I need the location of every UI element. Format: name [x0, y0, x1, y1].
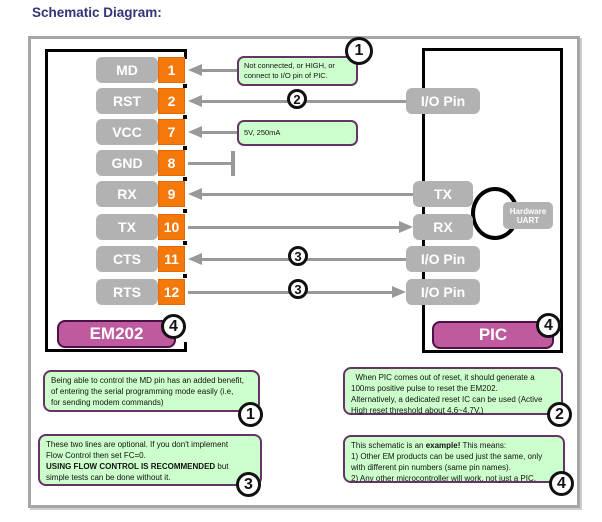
em202-pin-number: 11: [158, 246, 185, 272]
em202-border-dot: [183, 274, 187, 278]
em202-pin-name: VCC: [96, 119, 158, 145]
em202-pin-number: 7: [158, 119, 185, 145]
em202-border-dot: [183, 241, 187, 245]
em202-pin-name: RX: [96, 181, 158, 207]
hardware-uart-line2: UART: [516, 215, 540, 225]
callout-4: 4: [549, 471, 574, 496]
page-title: Schematic Diagram:: [32, 5, 162, 20]
pic-pin-label: I/O Pin: [406, 279, 480, 305]
callout-4: 4: [536, 313, 561, 338]
em202-pin-name: RST: [96, 88, 158, 114]
wire-vcc: [200, 131, 237, 134]
note-example: This schematic is an example! This means: 1) Other EM products can be used just the same, only with different pin numbers (same pin names). 2) Any other microcontroller will work, not just a PIC.: [343, 435, 565, 483]
ground-terminator-icon: [231, 151, 235, 176]
md-pin-note-line1: Not connected, or HIGH, or: [244, 61, 335, 70]
callout-3: 3: [288, 246, 308, 266]
wire-tx: [188, 226, 399, 229]
arrowhead-left-icon: [188, 188, 202, 200]
em202-pin-number: 10: [158, 214, 185, 240]
em202-chip-tag: EM202: [57, 320, 176, 348]
note-md-benefit: Being able to control the MD pin has an added benefit, of entering the serial programming mode easily (i.e, for sending modem commands): [43, 370, 260, 412]
arrowhead-right-icon: [392, 286, 406, 298]
arrowhead-left-icon: [188, 95, 202, 107]
em202-border-stub: [184, 342, 187, 352]
callout-1: 1: [238, 402, 263, 427]
em202-pin-name: RTS: [96, 279, 158, 305]
arrowhead-left-icon: [188, 64, 202, 76]
arrowhead-left-icon: [188, 126, 202, 138]
vcc-pin-note-text: 5V, 250mA: [244, 128, 281, 137]
em202-pin-number: 9: [158, 181, 185, 207]
note-flow-control: These two lines are optional. If you don't implement Flow Control then set FC=0. USING FLOW CONTROL IS RECOMMENDED but simple tests can be done without it.: [38, 434, 262, 486]
arrowhead-left-icon: [188, 253, 202, 265]
callout-1: 1: [345, 37, 373, 65]
md-pin-note: [237, 56, 358, 86]
callout-3: 3: [236, 472, 261, 497]
em202-border-dot: [183, 209, 187, 213]
hardware-uart-line1: Hardware: [509, 206, 547, 216]
em202-pin-name: GND: [96, 150, 158, 176]
em202-pin-number: 2: [158, 88, 185, 114]
pic-pin-label: RX: [413, 214, 473, 240]
callout-2: 2: [287, 89, 307, 109]
em202-pin-number: 12: [158, 279, 185, 305]
wire-md: [200, 69, 237, 72]
em202-pin-number: 8: [158, 150, 185, 176]
note-reset-pulse: When PIC comes out of reset, it should generate a 100ms positive pulse to reset the EM202. Alternatively, a dedicated reset IC can be used (Active High reset threshold about 4.6~4.7V.): [343, 367, 563, 415]
em202-pin-name: CTS: [96, 246, 158, 272]
pic-pin-label: TX: [413, 181, 473, 207]
em202-pin-number: 1: [158, 57, 185, 83]
em202-pin-name: MD: [96, 57, 158, 83]
wire-gnd: [188, 162, 233, 165]
md-pin-note-line2: connect to I/O pin of PIC.: [244, 70, 328, 80]
vcc-pin-note: [237, 120, 358, 146]
hardware-uart-tag: [503, 202, 553, 229]
pic-pin-label: I/O Pin: [406, 246, 480, 272]
callout-2: 2: [547, 402, 572, 427]
pic-pin-label: I/O Pin: [406, 88, 480, 114]
callout-3: 3: [288, 279, 308, 299]
callout-4: 4: [161, 314, 186, 339]
wire-rx: [200, 193, 413, 196]
em202-pin-name: TX: [96, 214, 158, 240]
pic-chip-tag: PIC: [432, 321, 554, 349]
arrowhead-right-icon: [399, 221, 413, 233]
